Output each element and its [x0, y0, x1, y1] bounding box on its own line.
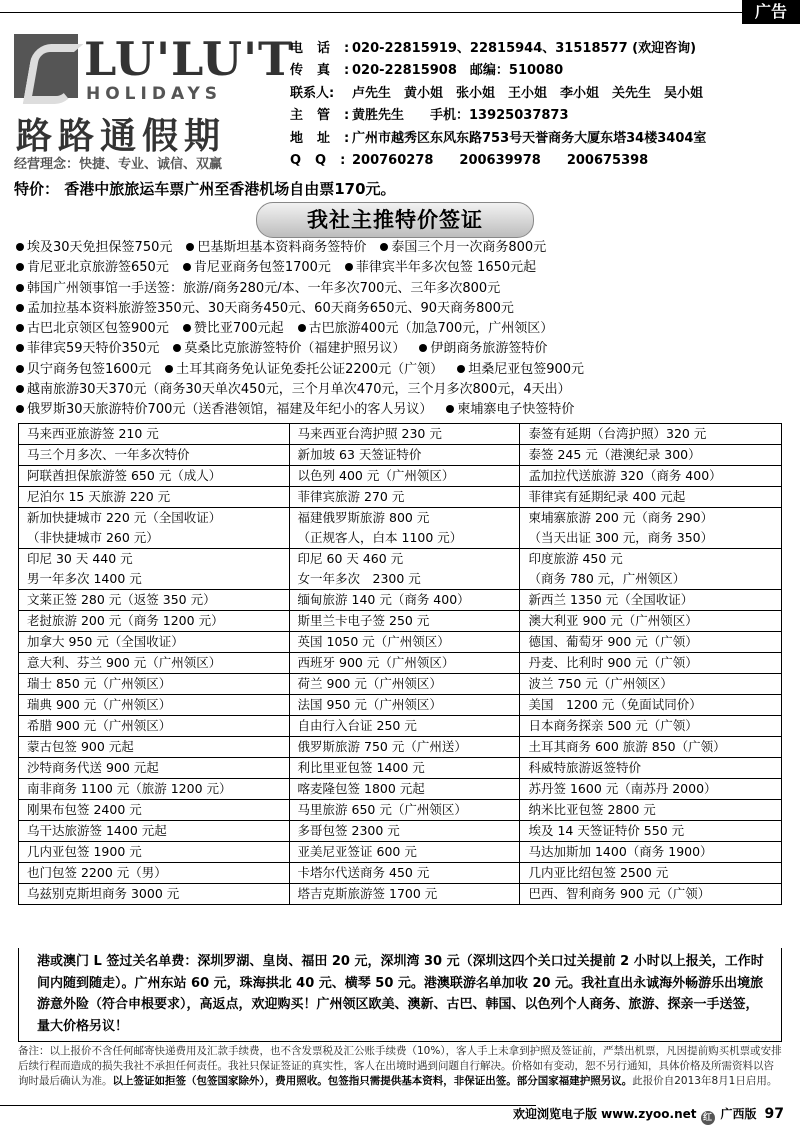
price-cell: 英国 1050 元（广州领区） — [289, 632, 520, 653]
price-cell: 斯里兰卡电子签 250 元 — [289, 611, 520, 632]
table-row — [19, 549, 782, 590]
table-row — [19, 466, 782, 487]
bullet-icon — [183, 263, 191, 271]
featured-visa-list — [16, 238, 796, 421]
contact-people: 联系人: 卢先生 黄小姐 张小姐 王小姐 李小姐 关先生 吴小姐 — [290, 85, 704, 101]
visa-item: 肯尼亚商务包签1700元 — [183, 260, 331, 275]
bullet-icon — [183, 324, 191, 332]
table-row — [19, 424, 782, 445]
visa-item: 韩国广州领事馆一手送签：旅游/商务280元/本、一年多次700元、三年多次800元 — [16, 281, 500, 296]
price-cell: 瑞典 900 元（广州领区） — [19, 695, 290, 716]
logo-mark-icon — [14, 34, 78, 98]
price-cell: 澳大利亚 900 元（广州领区） — [520, 611, 782, 632]
price-cell: 乌干达旅游签 1400 元起 — [19, 821, 290, 842]
bullet-icon — [16, 365, 24, 373]
table-row — [19, 821, 782, 842]
contact-qq: QQ:200760278 200639978 200675398 — [290, 152, 649, 168]
visa-item: 埃及30天免担保签750元 — [16, 240, 172, 255]
price-cell: 利比里亚包签 1400 元 — [289, 758, 520, 779]
visa-item: 古巴北京领区包签900元 — [16, 321, 169, 336]
table-row — [19, 737, 782, 758]
hk-macau-info: 港或澳门 L 签过关名单费：深圳罗湖、皇岗、福田 20 元，深圳湾 30 元（深圳这四个关口过关提前 2 小时以上报关，工作时间内随到随走）。广州东站 60 元，珠海拱北 40 元、横琴 50 元。港澳联游名单加收 20 元。我社直出永诚海外畅游乐出境旅游意外险（符合申根要求），高返点，欢迎购买！广州领区欧美、澳新、古巴、韩国、以色列个人商务、旅游、探亲一手送签，量大价格另议！ — [18, 948, 782, 1042]
bullet-icon — [419, 344, 427, 352]
price-cell: 荷兰 900 元（广州领区） — [289, 674, 520, 695]
logo-holidays: HOLIDAYS — [86, 84, 223, 104]
table-row — [19, 653, 782, 674]
price-cell: 也门包签 2200 元（男） — [19, 863, 290, 884]
price-cell: 几内亚比绍包签 2500 元 — [520, 863, 782, 884]
table-row — [19, 800, 782, 821]
ad-tag: 广告 — [742, 0, 800, 24]
bullet-icon — [16, 243, 24, 251]
price-cell: 瑞士 850 元（广州领区） — [19, 674, 290, 695]
price-cell: 美国 1200 元（免面试同价） — [520, 695, 782, 716]
business-motto: 经营理念：快捷、专业、诚信、双赢 — [14, 157, 223, 172]
company-logo — [14, 32, 294, 172]
price-cell: 马来西亚旅游签 210 元 — [19, 424, 290, 445]
price-cell: 土耳其商务 600 旅游 850（广领） — [520, 737, 782, 758]
price-cell: 新西兰 1350 元（全国收证） — [520, 590, 782, 611]
price-cell: 纳米比亚包签 2800 元 — [520, 800, 782, 821]
price-cell: 蒙古包签 900 元起 — [19, 737, 290, 758]
price-cell: 意大利、芬兰 900 元（广州领区） — [19, 653, 290, 674]
bullet-icon — [173, 344, 181, 352]
bullet-icon — [16, 263, 24, 271]
price-cell: 亚美尼亚签证 600 元 — [289, 842, 520, 863]
price-cell: 波兰 750 元（广州领区） — [520, 674, 782, 695]
visa-item: 泰国三个月一次商务800元 — [380, 240, 546, 255]
visa-item: 巴基斯坦基本资料商务签特价 — [186, 240, 366, 255]
price-cell: 印尼 60 天 460 元 女一年多次 2300 元 — [289, 549, 520, 590]
table-row — [19, 863, 782, 884]
visa-item: 贝宁商务包签1600元 — [16, 362, 151, 377]
price-cell: 科威特旅游返签特价 — [520, 758, 782, 779]
bullet-icon — [16, 284, 24, 292]
contact-manager: 主管:黄胜先生 手机：13925037873 — [290, 108, 569, 124]
price-cell: 法国 950 元（广州领区） — [289, 695, 520, 716]
footer-text: 欢迎浏览电子版 www.zyoo.net — [513, 1107, 697, 1121]
visa-item: 越南旅游30天370元（商务30天单次450元，三个月单次470元，三个月多次800元，4天出） — [16, 382, 571, 397]
price-cell: 卡塔尔代送商务 450 元 — [289, 863, 520, 884]
price-cell: 泰签 245 元（港澳纪录 300） — [520, 445, 782, 466]
visa-line — [16, 380, 796, 400]
bullet-icon — [165, 365, 173, 373]
visa-item: 莫桑比克旅游签特价（福建护照另议） — [173, 341, 405, 356]
visa-line — [16, 319, 796, 339]
table-row — [19, 487, 782, 508]
price-cell: 印度旅游 450 元 （商务 780 元，广州领区） — [520, 549, 782, 590]
price-cell: 沙特商务代送 900 元起 — [19, 758, 290, 779]
price-cell: 马来西亚台湾护照 230 元 — [289, 424, 520, 445]
page-number: 97 — [764, 1106, 784, 1122]
price-cell: 新加坡 63 天签证特价 — [289, 445, 520, 466]
price-cell: 刚果布包签 2400 元 — [19, 800, 290, 821]
top-bar — [0, 0, 800, 24]
top-rule — [0, 12, 800, 13]
price-cell: 孟加拉代送旅游 320（商务 400） — [520, 466, 782, 487]
price-cell: 俄罗斯旅游 750 元（广州送） — [289, 737, 520, 758]
price-cell: 几内亚包签 1900 元 — [19, 842, 290, 863]
visa-item: 坦桑尼亚包签900元 — [457, 362, 584, 377]
visa-line — [16, 339, 796, 359]
visa-item: 孟加拉基本资料旅游签350元、30天商务450元、60天商务650元、90天商务800元 — [16, 301, 514, 316]
edition-label: 广西版 — [720, 1107, 757, 1121]
visa-line — [16, 279, 796, 299]
price-cell: 喀麦隆包签 1800 元起 — [289, 779, 520, 800]
price-cell: 自由行入台证 250 元 — [289, 716, 520, 737]
table-row — [19, 674, 782, 695]
bullet-icon — [16, 405, 24, 413]
price-cell: 多哥包签 2300 元 — [289, 821, 520, 842]
visa-item: 柬埔寨电子快签特价 — [446, 402, 574, 417]
visa-price-table — [18, 423, 782, 905]
price-cell: 日本商务探亲 500 元（广领） — [520, 716, 782, 737]
visa-item: 伊朗商务旅游签特价 — [419, 341, 547, 356]
publisher-logo-icon: 红 — [701, 1111, 715, 1125]
price-cell: 德国、葡萄牙 900 元（广领） — [520, 632, 782, 653]
table-row — [19, 758, 782, 779]
bullet-icon — [446, 405, 454, 413]
visa-line — [16, 258, 796, 278]
visa-line — [16, 299, 796, 319]
visa-line — [16, 360, 796, 380]
visa-item: 赞比亚700元起 — [183, 321, 284, 336]
price-cell: 马里旅游 650 元（广州领区） — [289, 800, 520, 821]
price-cell: 南非商务 1100 元（旅游 1200 元） — [19, 779, 290, 800]
table-row — [19, 632, 782, 653]
price-cell: 新加快捷城市 220 元（全国收证） （非快捷城市 260 元） — [19, 508, 290, 549]
price-cell: 巴西、智利商务 900 元（广领） — [520, 884, 782, 905]
bullet-icon — [298, 324, 306, 332]
visa-item: 古巴旅游400元（加急700元，广州领区） — [298, 321, 554, 336]
bullet-icon — [380, 243, 388, 251]
price-cell: 丹麦、比利时 900 元（广领） — [520, 653, 782, 674]
visa-item: 肯尼亚北京旅游签650元 — [16, 260, 169, 275]
price-cell: 希腊 900 元（广州领区） — [19, 716, 290, 737]
price-cell: 菲律宾有延期纪录 400 元起 — [520, 487, 782, 508]
price-cell: 马达加斯加 1400（商务 1900） — [520, 842, 782, 863]
contact-phone: 电话:020-22815919、22815944、31518577 (欢迎咨询) — [290, 41, 697, 56]
price-cell: 西班牙 900 元（广州领区） — [289, 653, 520, 674]
contact-fax: 传真:020-22815908 邮编：510080 — [290, 63, 564, 79]
footer-rule — [0, 1105, 536, 1106]
bullet-icon — [16, 324, 24, 332]
price-cell: 印尼 30 天 440 元 男一年多次 1400 元 — [19, 549, 290, 590]
price-cell: 文莱正签 280 元（返签 350 元） — [19, 590, 290, 611]
price-cell: 以色列 400 元（广州领区） — [289, 466, 520, 487]
bullet-icon — [345, 263, 353, 271]
price-cell: 菲律宾旅游 270 元 — [289, 487, 520, 508]
price-cell: 阿联酋担保旅游签 650 元（成人） — [19, 466, 290, 487]
visa-item: 菲律宾59天特价350元 — [16, 341, 159, 356]
page-footer — [0, 1105, 800, 1126]
bullet-icon — [457, 365, 465, 373]
price-cell: 尼泊尔 15 天旅游 220 元 — [19, 487, 290, 508]
bullet-icon — [16, 344, 24, 352]
featured-visa-banner: 我社主推特价签证 — [256, 202, 534, 238]
contact-address: 地址:广州市越秀区东风东路753号天誉商务大厦东塔34楼3404室 — [290, 130, 707, 146]
special-offer: 特价： 香港中旅旅运车票广州至香港机场自由票170元。 — [14, 180, 396, 198]
price-cell: 泰签有延期（台湾护照）320 元 — [520, 424, 782, 445]
price-cell: 福建俄罗斯旅游 800 元 （正规客人，白本 1100 元） — [289, 508, 520, 549]
table-row — [19, 884, 782, 905]
bullet-icon — [186, 243, 194, 251]
price-cell: 塔吉克斯旅游签 1700 元 — [289, 884, 520, 905]
bullet-icon — [16, 385, 24, 393]
remarks: 备注：以上报价不含任何邮寄快递费用及汇款手续费，也不含发票税及汇公账手续费（10%），客人手上未拿到护照及签证前，严禁出机票，凡因提前购买机票或安排后续行程而造成的损失我社不承担任何责任。我社只保证签证的真实性，客人在出境时遇到问题自行解决。价格如有变动，恕不另行通知，具体价格及所需资料以咨询时最后确认为准。以上签证如拒签（包签国家除外），费用照收。包签指只需提供基本资料，非保证出签。部分国家福建护照另议。此报价自2013年8月1日启用。 — [18, 1045, 782, 1087]
table-row — [19, 779, 782, 800]
price-cell: 老挝旅游 200 元（商务 1200 元） — [19, 611, 290, 632]
table-row — [19, 842, 782, 863]
visa-item: 俄罗斯30天旅游特价700元（送香港领馆，福建及年纪小的客人另议） — [16, 402, 432, 417]
price-cell: 苏丹签 1600 元（南苏丹 2000） — [520, 779, 782, 800]
bullet-icon — [16, 304, 24, 312]
table-row — [19, 611, 782, 632]
price-cell: 马三个月多次、一年多次特价 — [19, 445, 290, 466]
logo-brand-cn: 路路通假期 — [16, 115, 227, 157]
price-cell: 埃及 14 天签证特价 550 元 — [520, 821, 782, 842]
table-row — [19, 695, 782, 716]
table-row — [19, 590, 782, 611]
price-cell: 加拿大 950 元（全国收证） — [19, 632, 290, 653]
logo-brand-en: LU'LU'T — [84, 32, 294, 86]
visa-item: 菲律宾半年多次包签 1650元起 — [345, 260, 536, 275]
table-row — [19, 716, 782, 737]
table-row — [19, 508, 782, 549]
price-cell: 柬埔寨旅游 200 元（商务 290） （当天出证 300 元，商务 350） — [520, 508, 782, 549]
price-cell: 缅甸旅游 140 元（商务 400） — [289, 590, 520, 611]
visa-line — [16, 400, 796, 420]
visa-item: 土耳其商务免认证免委托公证2200元（广领） — [165, 362, 443, 377]
table-row — [19, 445, 782, 466]
price-cell: 乌兹别克斯坦商务 3000 元 — [19, 884, 290, 905]
visa-line — [16, 238, 796, 258]
contact-info — [290, 38, 795, 172]
